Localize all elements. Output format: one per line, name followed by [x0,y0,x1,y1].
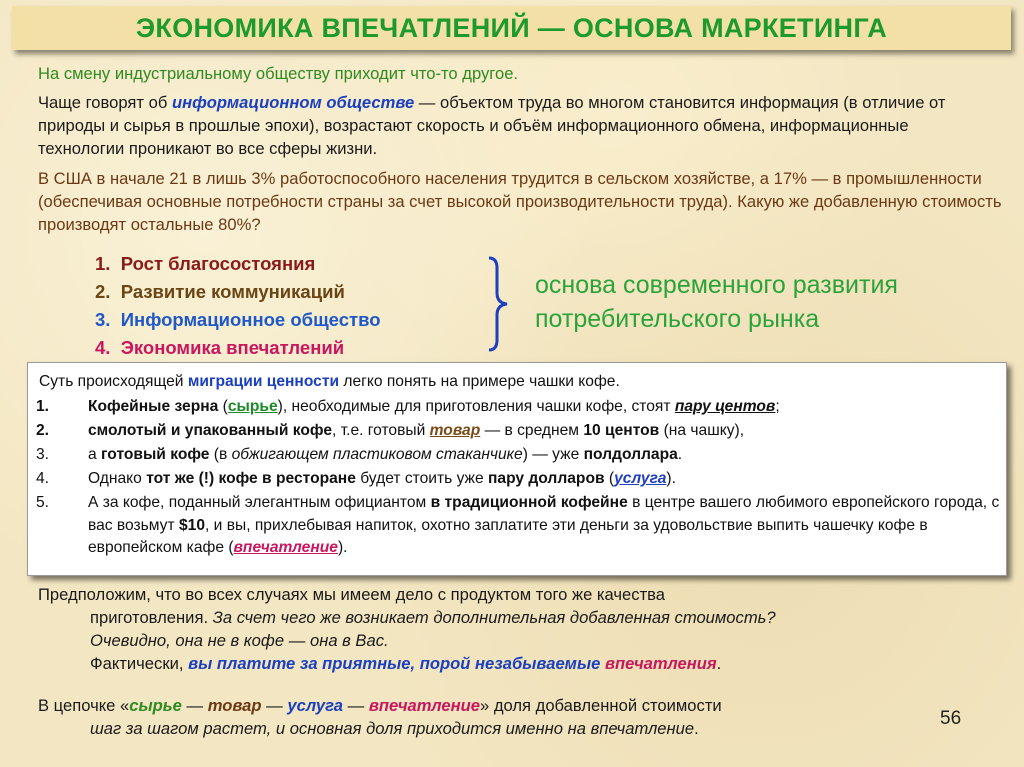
value-chain-block [38,694,938,740]
box-intro: Суть происходящей миграции ценности легко понять на примере чашки кофе. [39,373,620,390]
list-item: 3. Информационное общество [95,309,381,330]
page-number: 56 [940,708,962,729]
chain-line-1: В цепочке «сырье — товар — услуга — впечатление» доля добавленной стоимости [38,696,722,715]
basis-line-1: основа современного развития [535,271,898,299]
coffee-example-box: Суть происходящей миграции ценности легко понять на примере чашки кофе. 1. Кофейные зерна (сырье), необходимые для приготовления чашки кофе, стоят пару центов; 2. смолотый и упакованный кофе, т.е. готовый товар — в среднем 10 центов (на чашку), 3. а готовый кофе (в обжигающем пластиковом стаканчике) — уже полдоллара. 4. Однако тот же (!) кофе в ресторане будет стоить уже пару долларов (услуга). 5. А за кофе, поданный элегантным официантом в традиционной кофейне в центре вашего любимого европейского города, с вас возьмут $10, и вы, прихлебывая напиток, охотно заплатите эти деньги за удовольствие выпить чашечку кофе в европейском кафе (впечатление). [27,362,1007,576]
p2-text-a: Чаще говорят об [38,93,172,112]
chain-line-2: шаг за шагом растет, и основная доля приходится именно на впечатление. [90,719,699,738]
supposition-block [38,583,998,675]
p2-highlight: информационном обществе [171,93,415,112]
paragraph-usa: В США в начале 21 в лишь 3% работоспособного населения трудится в сельском хозяйстве, а 17% — в промышленности (обеспечивая основные потребности страны за счет высокой производительности труда). Какую же добавленную стоимость производят остальные 80%? [38,169,1002,234]
basis-line-2: потребительского рынка [535,305,820,333]
slide-title: ЭКОНОМИКА ВПЕЧАТЛЕНИЙ — ОСНОВА МАРКЕТИНГА [135,12,888,43]
suppose-line-1: Предположим, что во всех случаях мы имеем дело с продуктом того же качества [38,585,666,604]
numbered-list [95,250,381,362]
suppose-line-3: Очевидно, она не в кофе — она в Вас. [90,631,389,650]
title-bar [12,6,1011,50]
list-item: 4. Экономика впечатлений [95,337,345,358]
suppose-line-2: приготовления. За счет чего же возникает дополнительная добавленная стоимость? [90,608,776,627]
p2-text-c: — объектом труда во многом становится информация (в отличие от природы и сырья в прошлые эпохи), возрастают скорость и объём информационного обмена, информационные технологии проникают во все сферы жизни. [38,93,946,158]
curly-brace-icon [483,255,513,353]
suppose-line-4: Фактически, вы платите за приятные, порой незабываемые впечатления. [90,654,722,673]
list-item: 1. Рост благосостояния [95,253,316,274]
list-item: 2. Развитие коммуникаций [95,281,345,302]
intro-text: На смену индустриальному обществу приходит что-то другое. [38,64,519,83]
paragraph-info-society [38,91,998,160]
basis-caption [535,268,898,336]
